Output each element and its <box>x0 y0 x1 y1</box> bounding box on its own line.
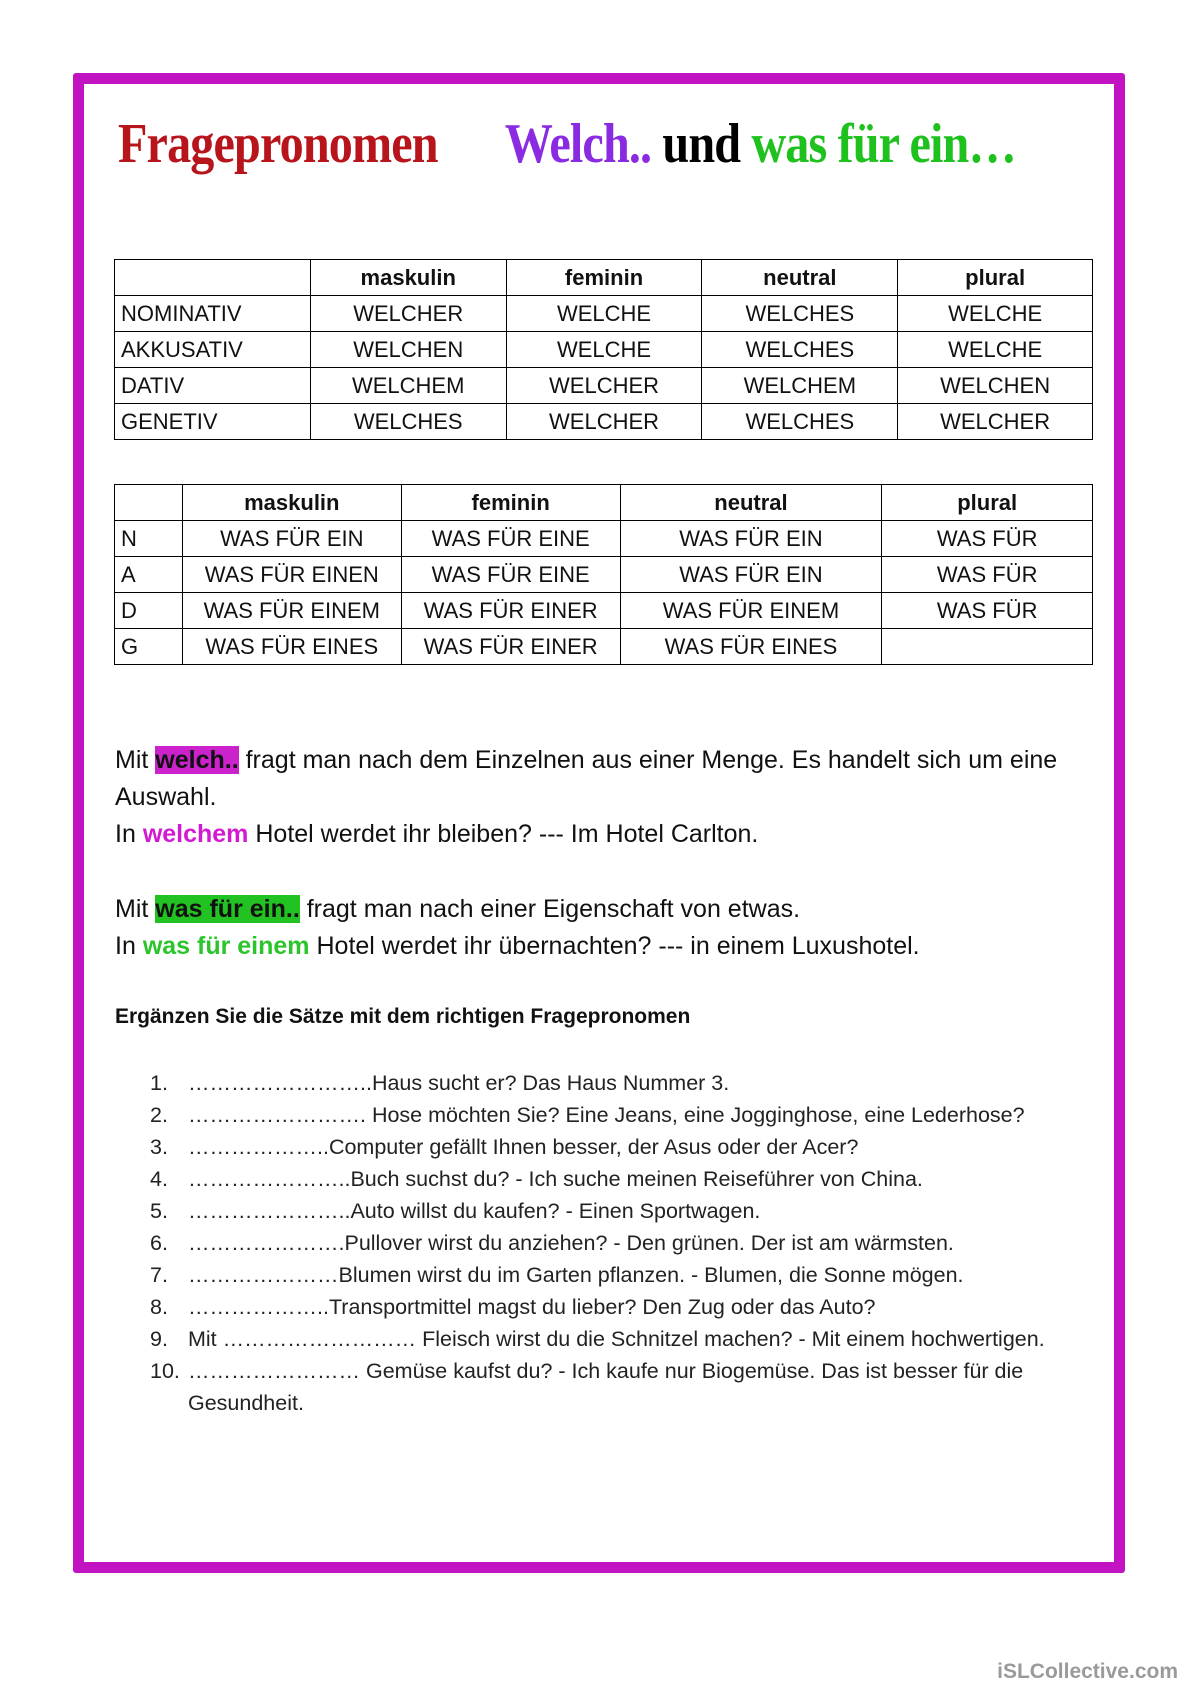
case-label: DATIV <box>115 368 311 404</box>
table-row <box>115 368 1093 404</box>
table-row <box>115 557 1093 593</box>
highlight-was-fuer-ein: was für ein.. <box>155 895 300 923</box>
table-cell: WAS FÜR <box>882 593 1093 629</box>
table-row <box>115 629 1093 665</box>
case-label: NOMINATIV <box>115 296 311 332</box>
table-header-cell: plural <box>882 485 1093 521</box>
table-cell: WELCHEN <box>898 368 1093 404</box>
item-text: …………………Blumen wirst du im Garten pflanzen. - Blumen, die Sonne mögen. <box>188 1263 964 1287</box>
table-cell: WAS FÜR EIN <box>620 557 882 593</box>
list-item <box>140 1099 1070 1131</box>
table-cell: WAS FÜR EINES <box>620 629 882 665</box>
list-item <box>140 1355 1070 1419</box>
table-header-cell: maskulin <box>182 485 401 521</box>
example-text: Hotel werdet ihr übernachten? --- in einem Luxushotel. <box>316 932 920 960</box>
table-row <box>115 404 1093 440</box>
table-cell <box>882 629 1093 665</box>
table-cell: WELCHER <box>898 404 1093 440</box>
explanation-text: fragt man nach dem Einzelnen aus einer Menge. Es handelt sich um eine Auswahl. <box>115 746 1058 811</box>
title-part-welch: Welch.. <box>504 113 652 175</box>
item-text: …………………..Auto willst du kaufen? - Einen Sportwagen. <box>188 1199 761 1223</box>
table-row <box>115 332 1093 368</box>
table-cell: WELCHES <box>702 404 898 440</box>
example-text: Hotel werdet ihr bleiben? --- Im Hotel Carlton. <box>255 820 759 848</box>
table-cell: WAS FÜR EINE <box>401 521 620 557</box>
table-cell: WAS FÜR EINES <box>182 629 401 665</box>
table-cell: WELCHE <box>506 332 702 368</box>
example-keyword-was-fuer-einem: was für einem <box>142 932 310 960</box>
list-item <box>140 1195 1070 1227</box>
list-item <box>140 1323 1070 1355</box>
table-cell: WELCHE <box>898 332 1093 368</box>
table-row <box>115 296 1093 332</box>
table-cell: WELCHE <box>506 296 702 332</box>
table-cell: WELCHEN <box>310 332 506 368</box>
item-text: Mit ……………………… Fleisch wirst du die Schnitzel machen? - Mit einem hochwertigen. <box>188 1327 1045 1351</box>
watermark-footer[interactable]: iSLCollective.com <box>997 1660 1178 1683</box>
list-item <box>140 1067 1070 1099</box>
item-text: ………………..Computer gefällt Ihnen besser, der Asus oder der Acer? <box>188 1135 859 1159</box>
table-cell: WAS FÜR EINER <box>401 593 620 629</box>
case-label: D <box>115 593 183 629</box>
welch-declension-table <box>114 259 1093 440</box>
item-text: ………………….Pullover wirst du anziehen? - Den grünen. Der ist am wärmsten. <box>188 1231 954 1255</box>
list-item <box>140 1291 1070 1323</box>
table-cell: WELCHES <box>310 404 506 440</box>
table-header-cell: feminin <box>506 260 702 296</box>
item-number: 3. <box>150 1135 168 1159</box>
table-row <box>115 521 1093 557</box>
example-text: In <box>115 820 136 848</box>
table-header-row <box>115 260 1093 296</box>
item-number: 5. <box>150 1199 168 1223</box>
item-text: ……………………..Haus sucht er? Das Haus Nummer 3. <box>188 1071 730 1095</box>
case-label: GENETIV <box>115 404 311 440</box>
table-cell: WELCHEM <box>310 368 506 404</box>
table-header-cell: plural <box>898 260 1093 296</box>
table-header-cell: feminin <box>401 485 620 521</box>
table-cell: WELCHE <box>898 296 1093 332</box>
table-header-cell <box>115 485 183 521</box>
exercise-list <box>140 1067 1070 1419</box>
explanation-was-fuer-ein <box>115 891 1095 965</box>
table-cell: WAS FÜR EINER <box>401 629 620 665</box>
table-cell: WELCHEM <box>702 368 898 404</box>
page-title <box>118 112 1016 182</box>
explanation-welch <box>115 742 1095 853</box>
table-header-cell <box>115 260 311 296</box>
table-cell: WAS FÜR EIN <box>620 521 882 557</box>
list-item <box>140 1259 1070 1291</box>
case-label: AKKUSATIV <box>115 332 311 368</box>
table-cell: WELCHER <box>506 404 702 440</box>
item-number: 7. <box>150 1263 168 1287</box>
item-number: 10. <box>150 1359 180 1383</box>
case-label: N <box>115 521 183 557</box>
table-cell: WAS FÜR <box>882 521 1093 557</box>
item-number: 9. <box>150 1327 168 1351</box>
table-cell: WELCHES <box>702 332 898 368</box>
list-item <box>140 1227 1070 1259</box>
example-keyword-welchem: welchem <box>142 820 249 848</box>
list-item <box>140 1163 1070 1195</box>
example-text: In <box>115 932 136 960</box>
item-text: ………………..Transportmittel magst du lieber? Den Zug oder das Auto? <box>188 1295 876 1319</box>
table-cell: WAS FÜR EINE <box>401 557 620 593</box>
explanation-text: fragt man nach einer Eigenschaft von etwas. <box>306 895 801 923</box>
item-number: 8. <box>150 1295 168 1319</box>
table-cell: WAS FÜR EINEM <box>182 593 401 629</box>
case-label: A <box>115 557 183 593</box>
list-item <box>140 1131 1070 1163</box>
was-fuer-ein-declension-table <box>114 484 1093 665</box>
table-cell: WAS FÜR EINEM <box>620 593 882 629</box>
table-cell: WAS FÜR EIN <box>182 521 401 557</box>
explanation-text: Mit <box>115 746 149 774</box>
table-header-cell: neutral <box>620 485 882 521</box>
title-part-und: und <box>662 113 741 175</box>
case-label: G <box>115 629 183 665</box>
table-header-row <box>115 485 1093 521</box>
item-number: 4. <box>150 1167 168 1191</box>
table-cell: WELCHES <box>702 296 898 332</box>
item-number: 6. <box>150 1231 168 1255</box>
item-number: 2. <box>150 1103 168 1127</box>
highlight-welch: welch.. <box>155 746 239 774</box>
table-row <box>115 593 1093 629</box>
table-header-cell: maskulin <box>310 260 506 296</box>
table-cell: WAS FÜR EINEN <box>182 557 401 593</box>
item-number: 1. <box>150 1071 168 1095</box>
table-cell: WELCHER <box>506 368 702 404</box>
explanation-text: Mit <box>115 895 149 923</box>
title-part-fragepronomen: Fragepronomen <box>118 113 438 175</box>
exercise-instruction: Ergänzen Sie die Sätze mit dem richtigen Fragepronomen <box>115 1005 691 1028</box>
table-cell: WELCHER <box>310 296 506 332</box>
item-text: …………………..Buch suchst du? - Ich suche meinen Reiseführer von China. <box>188 1167 923 1191</box>
title-part-was-fuer-ein: was für ein… <box>751 113 1016 175</box>
item-text: …………………… Gemüse kaufst du? - Ich kaufe nur Biogemüse. Das ist besser für die Gesundheit. <box>188 1359 1024 1415</box>
table-header-cell: neutral <box>702 260 898 296</box>
table-cell: WAS FÜR <box>882 557 1093 593</box>
item-text: ……………………. Hose möchten Sie? Eine Jeans, eine Jogginghose, eine Lederhose? <box>188 1103 1025 1127</box>
